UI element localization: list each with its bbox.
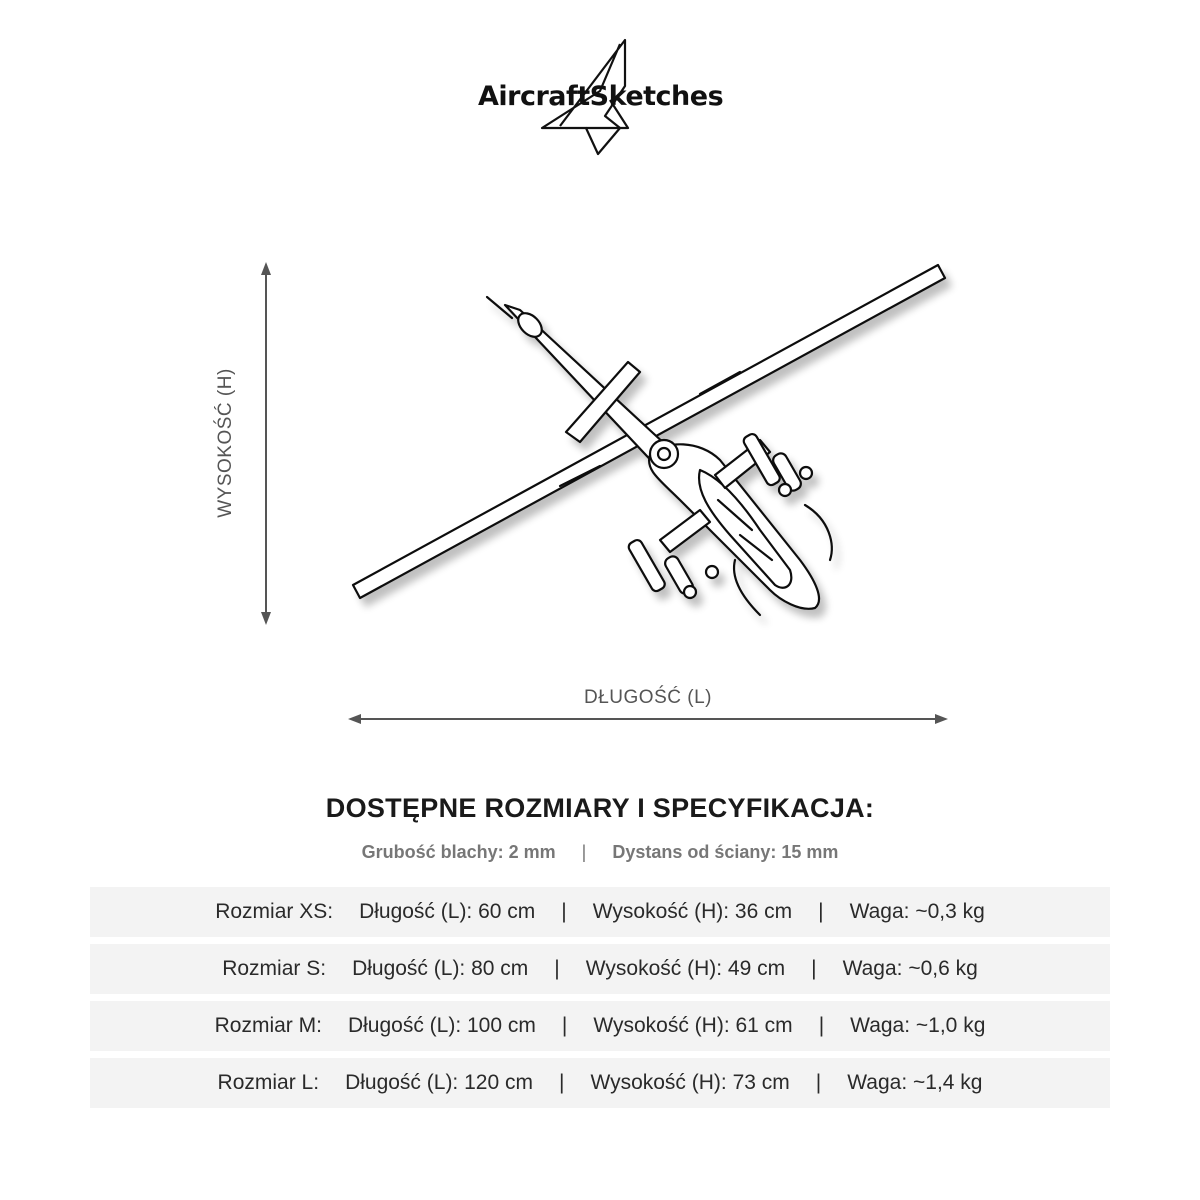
- separator: |: [561, 1014, 568, 1037]
- size-weight: Waga: ~0,3 kg: [849, 900, 985, 923]
- height-arrow: [261, 262, 271, 625]
- size-table: [90, 887, 1110, 1115]
- size-weight: Waga: ~0,6 kg: [842, 957, 978, 980]
- specs-title: DOSTĘPNE ROZMIARY I SPECYFIKACJA:: [325, 793, 875, 823]
- length-label: DŁUGOŚĆ (L): [584, 687, 712, 708]
- separator: |: [818, 900, 824, 923]
- size-length: Długość (L): 100 cm: [347, 1014, 536, 1037]
- separator: |: [811, 957, 817, 980]
- size-name: Rozmiar S:: [222, 957, 327, 980]
- size-height: Wysokość (H): 36 cm: [592, 900, 793, 923]
- length-arrow: [348, 714, 948, 724]
- size-name: Rozmiar M:: [214, 1014, 322, 1037]
- size-height: Wysokość (H): 73 cm: [590, 1071, 790, 1094]
- size-height: Wysokość (H): 61 cm: [593, 1014, 793, 1037]
- sheet-thickness: Grubość blachy: 2 mm: [361, 842, 556, 862]
- size-length: Długość (L): 60 cm: [359, 900, 536, 923]
- separator: |: [581, 842, 587, 862]
- wall-distance: Dystans od ściany: 15 mm: [612, 842, 839, 862]
- brand-name: AircraftSketches: [478, 81, 724, 112]
- separator: |: [561, 900, 567, 923]
- separator: |: [815, 1071, 822, 1094]
- size-weight: Waga: ~1,4 kg: [847, 1071, 983, 1094]
- helicopter-silhouette-icon: [353, 265, 945, 615]
- size-row-s: [90, 944, 1110, 994]
- size-row-m: [90, 1001, 1110, 1051]
- size-weight: Waga: ~1,0 kg: [850, 1014, 986, 1037]
- size-row-xs: [90, 887, 1110, 937]
- size-length: Długość (L): 80 cm: [352, 957, 529, 980]
- specs-subtitle: [0, 842, 1200, 863]
- size-length: Długość (L): 120 cm: [345, 1071, 533, 1094]
- separator: |: [558, 1071, 565, 1094]
- height-label: WYSOKOŚĆ (H): [215, 368, 236, 518]
- size-name: Rozmiar XS:: [215, 900, 334, 923]
- size-row-l: [90, 1058, 1110, 1108]
- separator: |: [554, 957, 560, 980]
- size-height: Wysokość (H): 49 cm: [585, 957, 786, 980]
- separator: |: [818, 1014, 825, 1037]
- size-name: Rozmiar L:: [217, 1071, 320, 1094]
